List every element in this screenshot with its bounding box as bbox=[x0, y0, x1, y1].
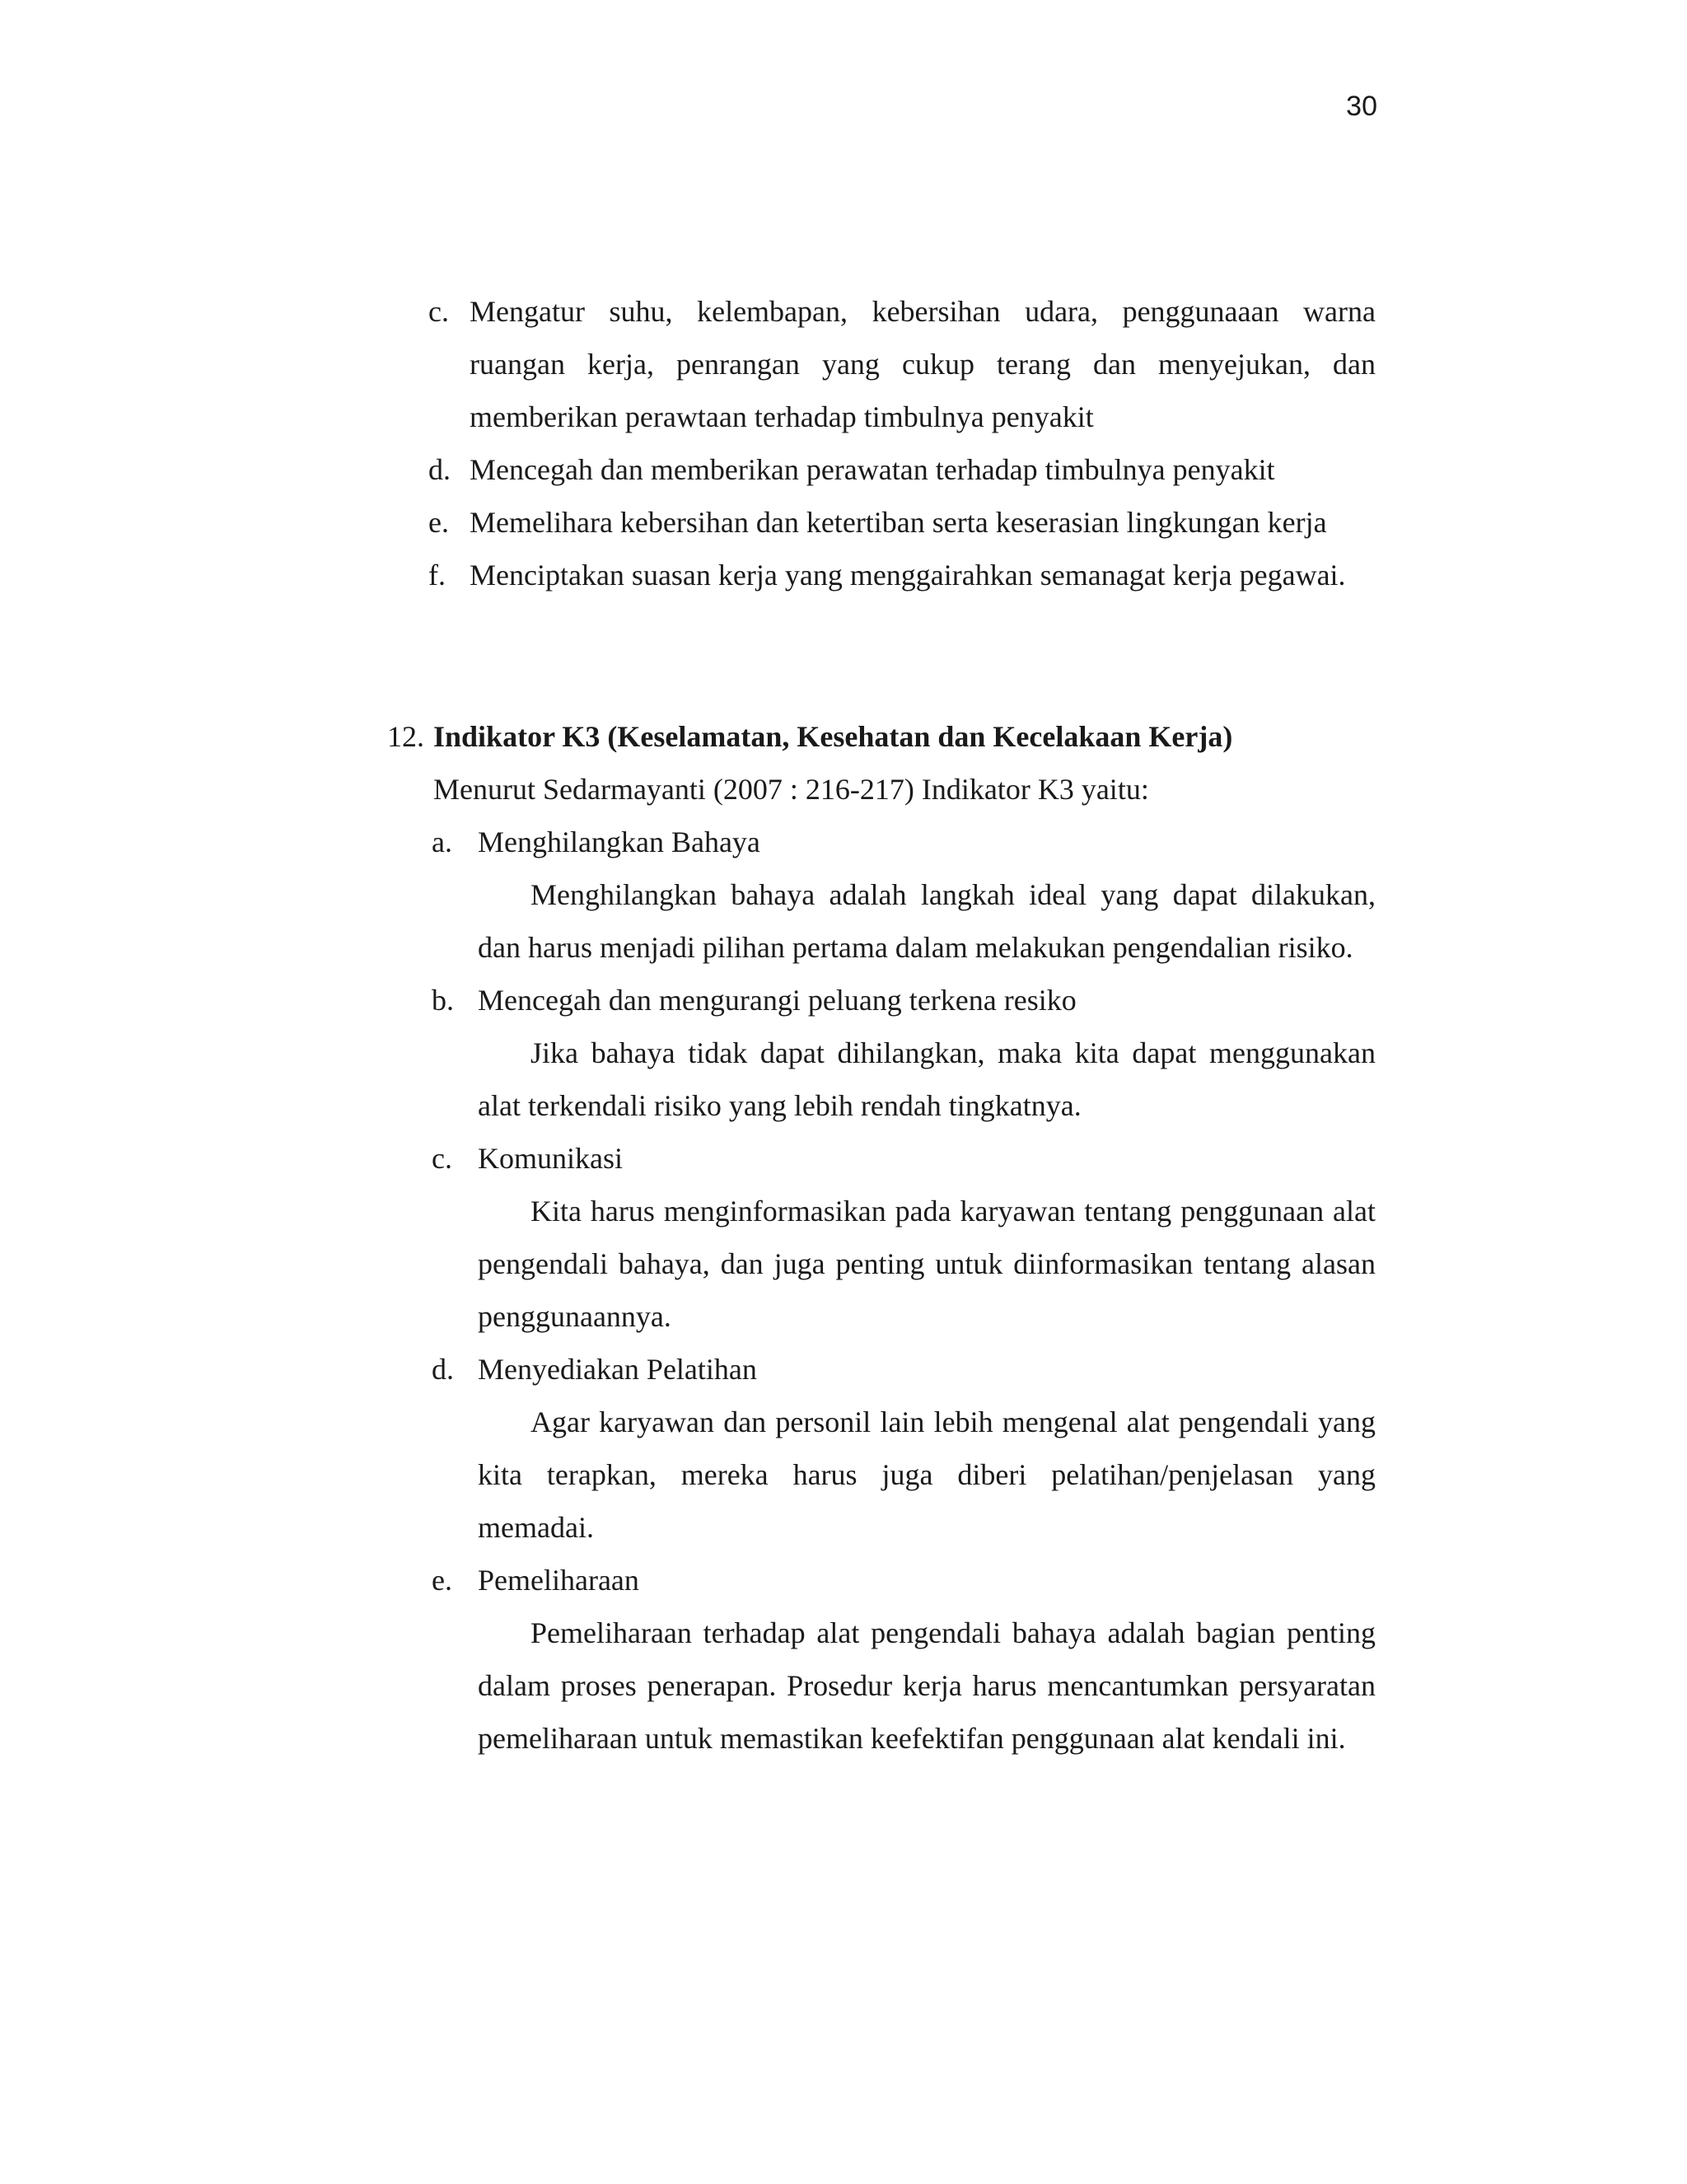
indicator-item bbox=[428, 816, 1376, 974]
indicator-title: Menyediakan Pelatihan bbox=[478, 1353, 757, 1386]
indicator-body: Jika bahaya tidak dapat dihilangkan, maka kita dapat menggunakan alat terkendali risiko yang lebih rendah tingkatnya. bbox=[478, 1036, 1376, 1122]
page-number: 30 bbox=[1346, 91, 1377, 122]
list-item-text: Memelihara kebersihan dan ketertiban serta keserasian lingkungan kerja bbox=[470, 506, 1327, 539]
indicator-item bbox=[428, 974, 1376, 1132]
indicator-title: Menghilangkan Bahaya bbox=[478, 825, 760, 858]
indicator-item bbox=[428, 1554, 1376, 1765]
list-item-text: Mengatur suhu, kelembapan, kebersihan udara, penggunaaan warna ruangan kerja, penrangan yang cukup terang dan menyejukan, dan memberikan perawtaan terhadap timbulnya penyakit bbox=[470, 295, 1376, 433]
section-intro: Menurut Sedarmayanti (2007 : 216-217) Indikator K3 yaitu: bbox=[433, 773, 1149, 806]
list-marker: c. bbox=[428, 295, 449, 328]
indicator-title: Komunikasi bbox=[478, 1142, 623, 1175]
list-marker: d. bbox=[428, 453, 451, 486]
list-marker: f. bbox=[428, 559, 446, 592]
indicator-marker: d. bbox=[432, 1353, 454, 1386]
list-item-text: Menciptakan suasan kerja yang menggairahkan semanagat kerja pegawai. bbox=[470, 559, 1346, 592]
section-number: 12. bbox=[387, 720, 424, 753]
section-heading bbox=[387, 710, 1376, 763]
indicator-marker: e. bbox=[432, 1564, 452, 1597]
list-item-text: Mencegah dan memberikan perawatan terhadap timbulnya penyakit bbox=[470, 453, 1275, 486]
indicator-marker: c. bbox=[432, 1142, 452, 1175]
indicator-marker: b. bbox=[432, 984, 454, 1017]
section-title: Indikator K3 (Keselamatan, Kesehatan dan Kecelakaan Kerja) bbox=[433, 720, 1233, 753]
indicator-body: Agar karyawan dan personil lain lebih mengenal alat pengendali yang kita terapkan, mereka harus juga diberi pelatihan/penjelasan yang memadai. bbox=[478, 1405, 1376, 1544]
indicator-body: Pemeliharaan terhadap alat pengendali bahaya adalah bagian penting dalam proses penerapan. Prosedur kerja harus mencantumkan persyaratan pemeliharaan untuk memastikan keefektifan penggunaan alat kendali ini. bbox=[478, 1616, 1376, 1755]
indicator-item bbox=[428, 1132, 1376, 1343]
indicator-item bbox=[428, 1343, 1376, 1554]
list-item bbox=[412, 496, 1376, 549]
indicator-title: Pemeliharaan bbox=[478, 1564, 639, 1597]
list-item bbox=[412, 285, 1376, 443]
list-item bbox=[412, 443, 1376, 496]
indicator-marker: a. bbox=[432, 825, 452, 858]
indicator-body: Menghilangkan bahaya adalah langkah ideal yang dapat dilakukan, dan harus menjadi pilihan pertama dalam melakukan pengendalian risiko. bbox=[478, 878, 1376, 964]
indicator-list bbox=[428, 816, 1376, 1765]
list-item bbox=[412, 549, 1376, 601]
indicator-body: Kita harus menginformasikan pada karyawan tentang penggunaan alat pengendali bahaya, dan juga penting untuk diinformasikan tentang alasan penggunaannya. bbox=[478, 1195, 1376, 1333]
indicator-title: Mencegah dan mengurangi peluang terkena resiko bbox=[478, 984, 1077, 1017]
list-marker: e. bbox=[428, 506, 449, 539]
top-list bbox=[412, 285, 1376, 601]
